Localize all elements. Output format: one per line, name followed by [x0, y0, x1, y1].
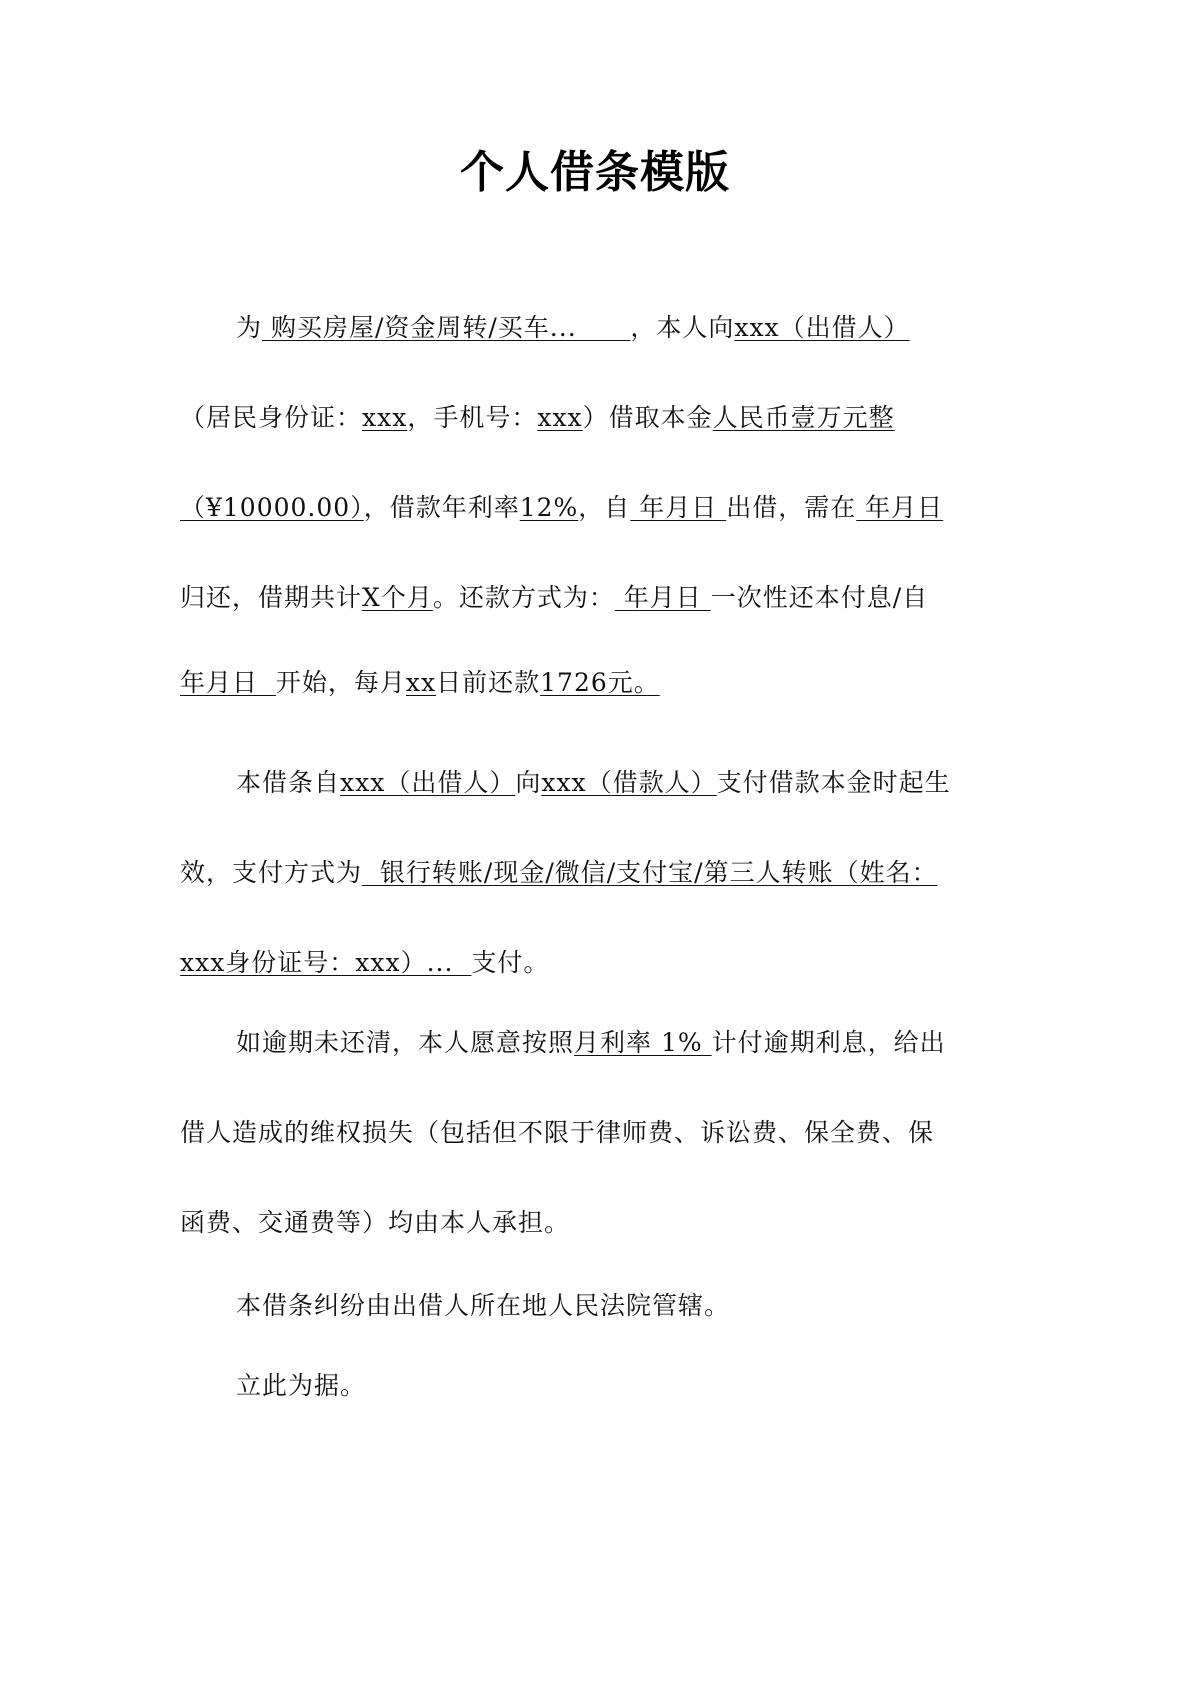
- paragraph-1-line-3: [180, 492, 1020, 524]
- text-segment: 支付。: [471, 948, 550, 977]
- paragraph-1-line-5: [180, 667, 1020, 699]
- text-segment: 计付逾期利息，给出: [711, 1028, 946, 1057]
- paragraph-2-line-1: [236, 767, 1076, 799]
- jurisdiction-clause: [236, 1290, 1076, 1322]
- text-segment: ）借取本金: [582, 403, 713, 432]
- text-segment: 一次性还本付息/自: [710, 583, 929, 612]
- text-segment: 日前还款: [436, 668, 541, 697]
- due-date-blank: 年月日: [856, 493, 944, 522]
- text-segment: （居民身份证：: [180, 403, 363, 432]
- paragraph-2-line-3: [180, 947, 1020, 979]
- paragraph-1-line-4: [180, 582, 1020, 614]
- lump-sum-date-blank: 年月日: [614, 583, 711, 612]
- text-segment: 立此为据。: [236, 1371, 367, 1400]
- closing-statement: [236, 1370, 1076, 1402]
- text-segment: 函费、交通费等）均由本人承担。: [180, 1208, 571, 1237]
- installment-start-date-blank: 年月日: [180, 668, 276, 697]
- text-segment: 。还款方式为：: [432, 583, 615, 612]
- text-segment: ，借款年利率: [363, 493, 520, 522]
- lender-name-blank: xxx（出借人）: [734, 313, 910, 342]
- text-segment: ，自: [578, 493, 631, 522]
- text-segment: 出借，需在: [726, 493, 857, 522]
- monthly-payment-amount: 1726元。: [540, 668, 660, 697]
- paragraph-1-line-1: [236, 312, 1076, 344]
- lender-id-blank: xxx: [362, 403, 408, 432]
- text-segment: 本借条自: [236, 768, 341, 797]
- loan-term: X个月: [362, 583, 433, 612]
- paragraph-1-line-2: [180, 402, 1020, 434]
- lender-phone-blank: xxx: [537, 403, 583, 432]
- text-segment: 支付借款本金时起生: [716, 768, 951, 797]
- loan-start-date-blank: 年月日: [630, 493, 727, 522]
- principal-amount-words: 人民币壹万元整: [712, 403, 895, 432]
- text-segment: ，手机号：: [407, 403, 538, 432]
- loan-purpose-blank: 购买房屋/资金周转/买车...: [262, 313, 631, 342]
- lender-name-blank: xxx（出借人）: [340, 768, 516, 797]
- borrower-name-blank: xxx（借款人）: [541, 768, 717, 797]
- document-title: 个人借条模版: [460, 147, 730, 198]
- third-party-details-blank: xxx身份证号：xxx）...: [180, 948, 472, 977]
- text-segment: 借人造成的维权损失（包括但不限于律师费、诉讼费、保全费、保: [180, 1118, 935, 1147]
- annual-rate: 12%: [519, 493, 579, 522]
- monthly-due-day: xx: [405, 668, 437, 697]
- paragraph-3-line-1: [236, 1027, 1076, 1059]
- paragraph-3-line-2: [180, 1117, 1020, 1149]
- principal-amount-number: （¥10000.00）: [180, 493, 364, 522]
- payment-method-blank: 银行转账/现金/微信/支付宝/第三人转账（姓名：: [362, 858, 938, 887]
- text-segment: 向: [515, 768, 542, 797]
- overdue-monthly-rate: 月利率 1%: [574, 1028, 712, 1057]
- text-segment: 效，支付方式为: [180, 858, 363, 887]
- paragraph-3-line-3: [180, 1207, 1020, 1239]
- text-segment: 为: [236, 313, 263, 342]
- paragraph-2-line-2: [180, 857, 1020, 889]
- text-segment: 开始，每月: [275, 668, 406, 697]
- text-segment: 归还，借期共计: [180, 583, 363, 612]
- text-segment: 如逾期未还清，本人愿意按照: [236, 1028, 575, 1057]
- text-segment: ，本人向: [630, 313, 735, 342]
- text-segment: 本借条纠纷由出借人所在地人民法院管辖。: [236, 1291, 731, 1320]
